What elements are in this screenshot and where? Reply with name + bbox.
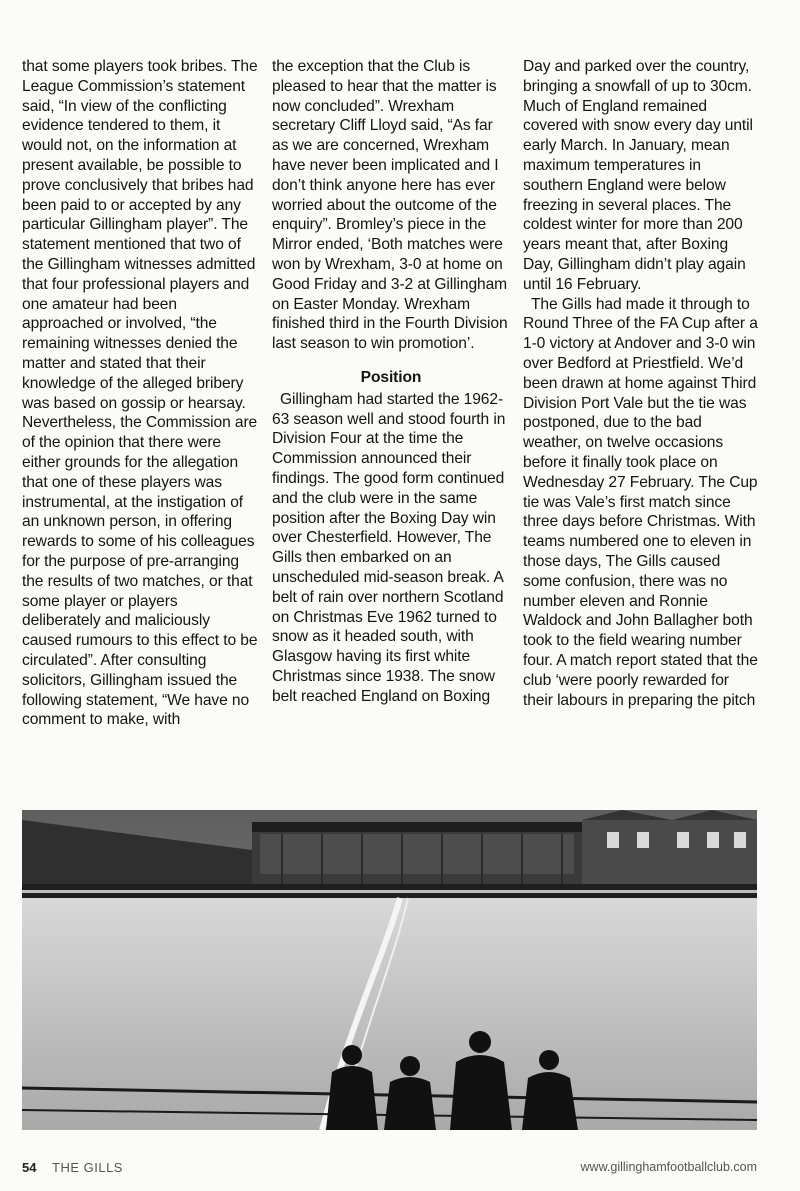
magazine-name: THE GILLS — [52, 1160, 123, 1175]
article-paragraph: Day and parked over the country, bringing a snowfall of up to 30cm. Much of England remained covered with snow every day until early March. In January, mean maximum temperatures in southern England were below freezing in several places. The coldest winter for more than 200 years meant that, after Boxing Day, Gillingham didn’t play again until 16 February. — [523, 58, 753, 293]
article-paragraph: that some players took bribes. The League Commission’s statement said, “In view of the conflicting evidence tendered to them, it would not, on the information at present available, be possible to prove conclusively that bribes had been paid to or accepted by any particular Gillingham player”. The statement mentioned that two of the Gillingham witnesses admitted that four professional players and one amateur had been approached or involved, “the remaining witnesses denied the matter and stated that their knowledge of the alleged bribery was based on gossip or hearsay. Nevertheless, the Commission are of the opinion that there were either grounds for the allegation that one of these players was instrumental, at the instigation of an unknown person, in offering rewards to some of his colleagues for the purpose of pre-arranging the results of two matches, or that some player or players deliberately and maliciously caused rumours to this effect to be circulated”. After consulting solicitors, Gillingham issued the following statement, “We have no comment to make, with — [22, 58, 258, 729]
article-column-3 — [523, 57, 761, 710]
page-number: 54 — [22, 1160, 37, 1175]
website-url: www.gillinghamfootballclub.com — [580, 1160, 757, 1174]
article-column-2 — [272, 57, 510, 707]
article-paragraph: The Gills had made it through to Round Three of the FA Cup after a 1-0 victory at Andover and 3-0 win over Bedford at Priestfield. We’d been drawn at home against Third Division Port Vale but the tie was postponed, due to the bad weather, on twelve occasions before it finally took place on Wednesday 27 February. The Cup tie was Vale’s first match since three days before Christmas. With teams numbered one to eleven in those days, The Gills caused some confusion, there was no number eleven and Ronnie Waldock and John Ballagher both took to the field wearing number four. A match report stated that the club ‘were poorly rewarded for their labours in preparing the pitch — [523, 295, 758, 709]
article-subheading: Position — [360, 368, 422, 386]
article-paragraph: Gillingham had started the 1962-63 season well and stood fourth in Division Four at the time the Commission announced their findings. The good form continued and the club were in the same position after the Boxing Day win over Chesterfield. However, The Gills then embarked on an unscheduled mid-season break. A belt of rain over northern Scotland on Christmas Eve 1962 turned to snow as it headed south, with Glasgow having its first white Christmas since 1938. The snow belt reached England on Boxing — [272, 390, 506, 705]
article-column-1 — [22, 57, 260, 730]
article-paragraph: the exception that the Club is pleased to hear that the matter is now concluded”. Wrexham secretary Cliff Lloyd said, “As far as we are concerned, Wrexham have never been implicated and I don’t think anyone here has ever worried about the outcome of the enquiry”. Bromley’s piece in the Mirror ended, ‘Both matches were won by Wrexham, 3-0 at home on Good Friday and 3-2 at Gillingham on Easter Monday. Wrexham finished third in the Fourth Division last season to win promotion’. — [272, 58, 508, 353]
snowy-pitch-photo — [22, 810, 757, 1130]
page-footer — [22, 1160, 757, 1180]
